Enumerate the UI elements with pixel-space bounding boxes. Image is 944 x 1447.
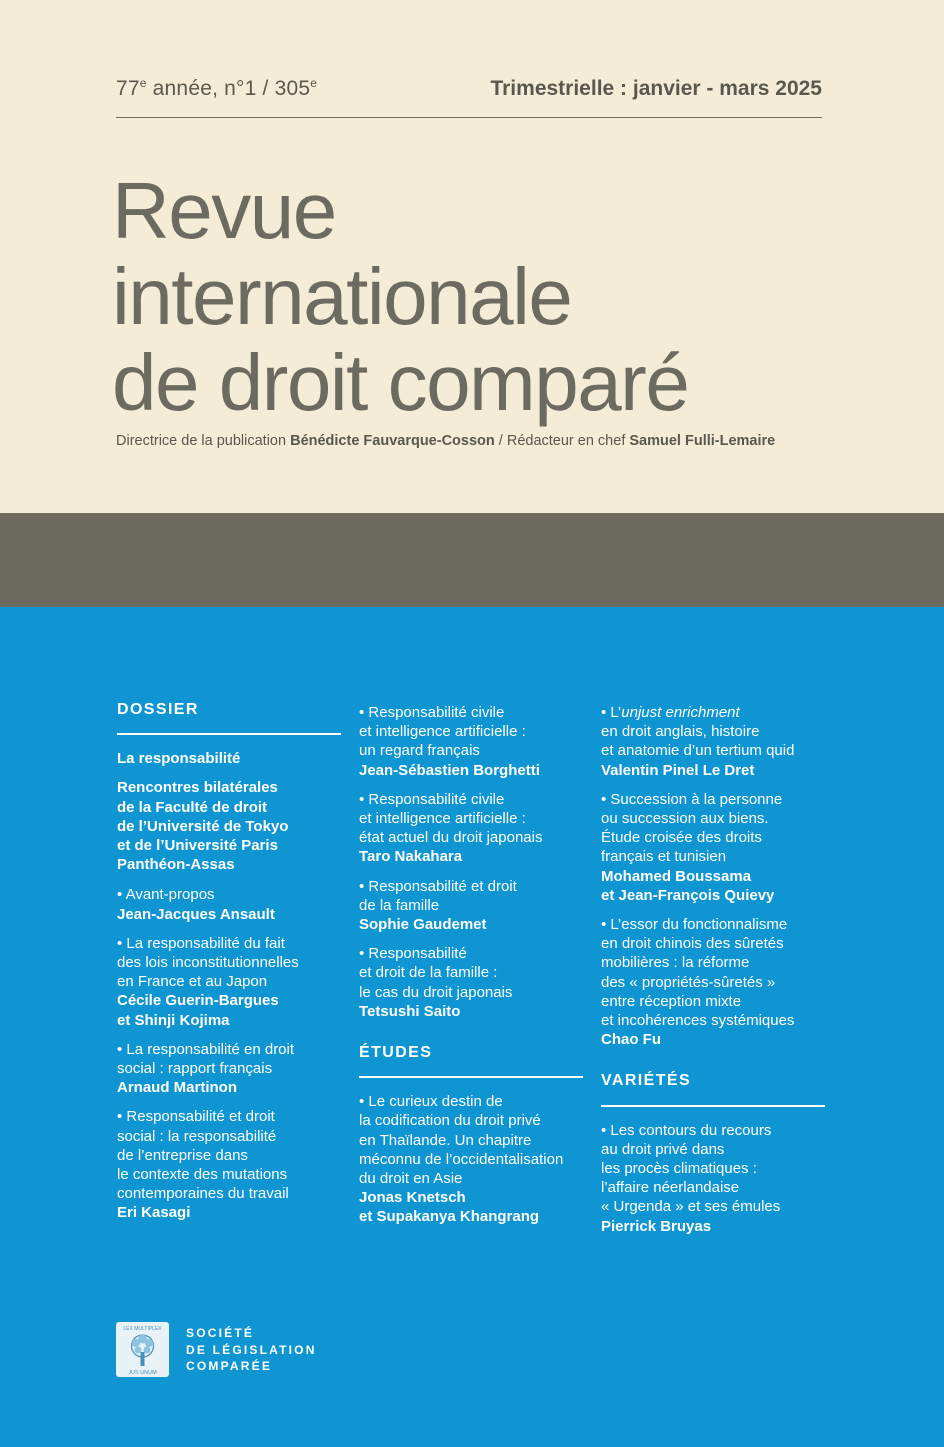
article-author: Jonas Knetsch et Supakanya Khangrang — [359, 1189, 540, 1226]
article-entry — [359, 1092, 591, 1226]
dossier-intro: Rencontres bilatérales de la Faculté de droit de l’Université de Tokyo et de l’Université Paris Panthéon-Assas — [117, 779, 289, 874]
editor-name: Samuel Fulli-Lemaire — [629, 433, 776, 449]
article-author: Jean-Jacques Ansault — [117, 905, 275, 923]
article-author: Sophie Gaudemet — [359, 916, 487, 934]
dossier-rule — [117, 733, 341, 735]
article-author: Pierrick Bruyas — [601, 1217, 712, 1235]
article-title-cont: en droit anglais, histoire et anatomie d’un tertium quid — [601, 723, 795, 760]
article-author: Taro Nakahara — [359, 848, 463, 866]
article-author: Arnaud Martinon — [117, 1079, 237, 1097]
article-entry — [601, 915, 833, 1049]
editorial-credits: Directrice de la publication Bénédicte Fauvarque-Cosson / Rédacteur en chef Samuel Fulli-Lemaire — [116, 433, 776, 449]
tree-icon — [116, 1322, 169, 1377]
article-entry — [117, 1107, 347, 1222]
etudes-heading: ÉTUDES — [359, 1044, 433, 1062]
etudes-rule — [359, 1076, 583, 1078]
article-author: Valentin Pinel Le Dret — [601, 761, 755, 779]
article-entry — [359, 703, 591, 780]
varietes-rule — [601, 1105, 825, 1107]
issue-number: 77e année, n°1 / 305e — [116, 76, 318, 100]
article-title: • Succession à la personne ou succession aux biens. Étude croisée des droits français et tunisien — [601, 790, 783, 866]
article-author: Tetsushi Saito — [359, 1002, 461, 1020]
article-title: • L’essor du fonctionnalisme en droit chinois des sûretés mobilières : la réforme des « propriétés-sûretés » entre réception mixte et incohérences systémiques — [601, 916, 795, 1030]
publication-period: Trimestrielle : janvier - mars 2025 — [490, 77, 822, 100]
article-author: Chao Fu — [601, 1031, 661, 1049]
article-title: • Responsabilité civile et intelligence artificielle : état actuel du droit japonais — [359, 790, 543, 847]
title-line-2: internationale — [112, 252, 572, 341]
dossier-column — [117, 700, 347, 1233]
dossier-heading: DOSSIER — [117, 701, 199, 718]
article-title: • Responsabilité et droit de la famille — [359, 877, 517, 914]
header-rule — [116, 117, 822, 118]
article-title: • Responsabilité et droit social : la responsabilité de l’entreprise dans le contexte des mutations contemporaines du travail — [117, 1108, 289, 1203]
article-title: • La responsabilité en droit social : rapport français — [117, 1040, 295, 1078]
dossier-theme: La responsabilité — [117, 750, 241, 768]
article-title: • Les contours du recours au droit privé dans les procès climatiques : l’affaire néerlandaise « Urgenda » et ses émules — [601, 1121, 781, 1216]
title-line-1: Revue — [112, 166, 336, 255]
title-line-3: de droit comparé — [112, 338, 689, 427]
right-column — [601, 703, 833, 1246]
article-entry — [601, 1121, 833, 1236]
svg-text:JUS UNUM: JUS UNUM — [128, 1370, 157, 1376]
article-entry — [117, 885, 347, 923]
director-name: Bénédicte Fauvarque-Cosson — [290, 433, 495, 449]
article-entry — [359, 877, 591, 935]
article-entry — [359, 790, 591, 867]
article-author: Cécile Guerin-Bargues et Shinji Kojima — [117, 992, 279, 1029]
middle-column — [359, 703, 591, 1237]
varietes-heading: VARIÉTÉS — [601, 1072, 692, 1090]
article-title: • L’unjust enrichment — [601, 704, 740, 721]
publisher-name: SOCIÉTÉ DE LÉGISLATION COMPARÉE — [186, 1326, 317, 1373]
article-title: • Responsabilité civile et intelligence artificielle : un regard français — [359, 704, 526, 760]
publisher-logo — [116, 1322, 169, 1377]
article-entry — [601, 703, 833, 780]
article-title: • Responsabilité et droit de la famille : le cas du droit japonais — [359, 945, 513, 1001]
article-title: • La responsabilité du fait des lois inconstitutionnelles en France et au Japon — [117, 934, 299, 991]
article-title: • Avant-propos — [117, 886, 215, 904]
article-entry — [117, 1040, 347, 1098]
journal-title — [112, 168, 688, 426]
article-entry — [601, 790, 833, 905]
article-author: Eri Kasagi — [117, 1204, 191, 1222]
svg-text:LEX MULTIPLEX: LEX MULTIPLEX — [123, 1326, 162, 1332]
cover-grey-band — [0, 513, 944, 607]
article-entry — [117, 934, 347, 1030]
article-author: Jean-Sébastien Borghetti — [359, 761, 540, 779]
article-author: Mohamed Boussama et Jean-François Quievy — [601, 867, 775, 904]
article-entry — [359, 944, 591, 1021]
article-title: • Le curieux destin de la codification du droit privé en Thaïlande. Un chapitre méconnu de l’occidentalisation du droit en Asie — [359, 1093, 564, 1188]
